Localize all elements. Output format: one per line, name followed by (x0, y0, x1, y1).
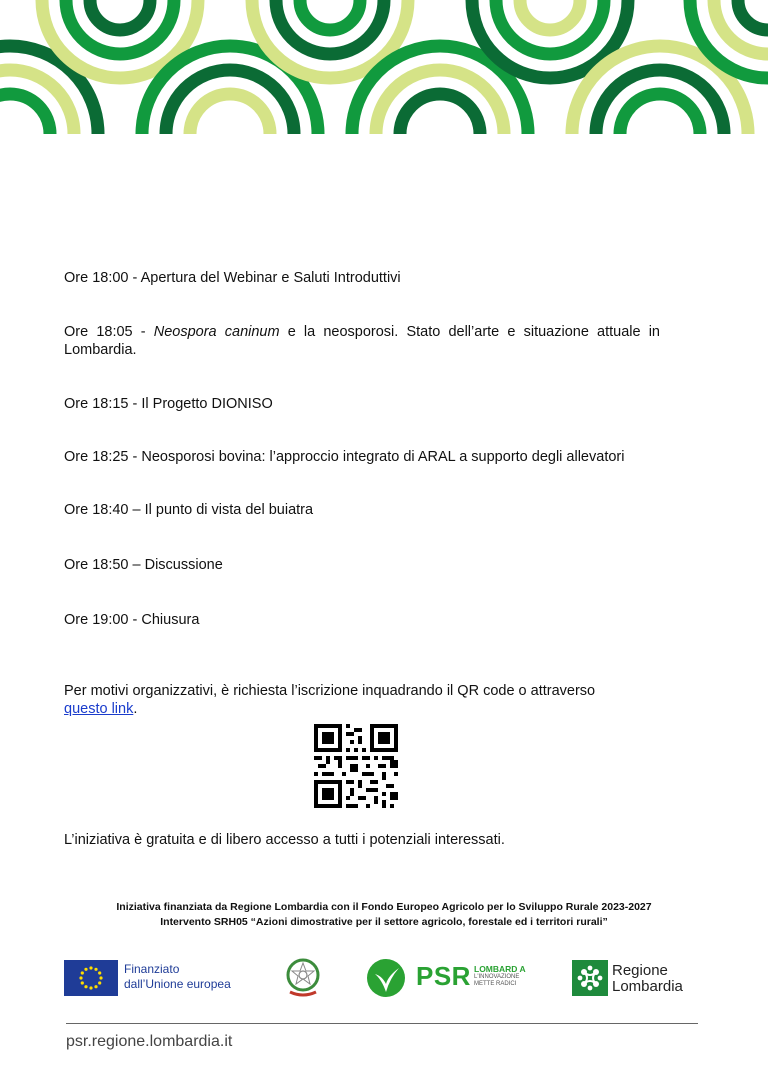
registration-text: Per motivi organizzativi, è richiesta l’iscrizione inquadrando il QR code o attraverso (64, 683, 596, 699)
footer-url: psr.regione.lombardia.it (66, 1033, 233, 1050)
psr-tagline: L'INNOVAZIONE METTE RADICI (474, 974, 520, 987)
funding-statement (0, 900, 768, 930)
agenda-time: Ore 18:40 – (64, 502, 145, 518)
agenda-text: Chiusura (141, 612, 200, 628)
funding-line-2: Intervento SRH05 “Azioni dimostrative per il settore agricolo, forestale ed i territori rurali” (160, 916, 608, 928)
agenda-time: Ore 18:00 - (64, 270, 141, 286)
agenda-time: Ore 18:05 - (64, 324, 154, 340)
psr-leaf-icon (366, 958, 406, 998)
agenda-item (64, 611, 660, 629)
registration-period: . (133, 701, 138, 717)
rl-label-line-1: Regione (612, 962, 668, 979)
agenda-text: Neosporosi bovina: l’approccio integrato di ARAL a supporto degli allevatori (141, 449, 625, 465)
regione-lombardia-icon (572, 960, 608, 996)
agenda-text: Il punto di vista del buiatra (144, 502, 314, 518)
eu-label-line-1: Finanziato (124, 962, 180, 976)
agenda-text: Discussione (144, 557, 223, 573)
agenda-time: Ore 18:15 - (64, 396, 142, 412)
psr-region-label: LOMBARD A (474, 964, 526, 974)
agenda-item (64, 395, 660, 413)
regione-lombardia-label (612, 963, 683, 995)
qr-code-image (314, 724, 398, 808)
agenda-species: Neospora caninum (153, 324, 280, 340)
partner-logos (0, 952, 768, 1004)
eu-label-line-2: dall’Unione europea (124, 977, 231, 991)
eu-funding-label (124, 962, 231, 992)
psr-label: PSR (416, 961, 471, 991)
agenda-text: Apertura del Webinar e Saluti Introduttivi (140, 270, 401, 286)
footer-divider (66, 1023, 698, 1024)
agenda-text: e la neosporosi. Stato dell’arte e situazione attuale in Lombardia. (64, 324, 660, 358)
agenda-item (64, 501, 660, 519)
emblem-graphic (284, 956, 322, 998)
agenda-text: Il Progetto DIONISO (141, 396, 273, 412)
arc-pattern (0, 0, 768, 134)
italian-republic-emblem-icon (284, 956, 322, 998)
psr-leaf-graphic (366, 958, 406, 998)
registration-note (64, 682, 660, 718)
agenda-item (64, 323, 660, 359)
eu-stars-icon (64, 960, 118, 996)
decorative-banner (0, 0, 768, 134)
funding-line-1: Iniziativa finanziata da Regione Lombardia con il Fondo Europeo Agricolo per lo Sviluppo Rurale 2023-2027 (116, 901, 652, 913)
agenda-item (64, 448, 684, 466)
agenda-time: Ore 18:25 - (64, 449, 142, 465)
qr-code[interactable] (314, 724, 398, 808)
free-access-note: L’iniziativa è gratuita e di libero accesso a tutti i potenziali interessati. (64, 832, 505, 848)
rl-label-line-2: Lombardia (612, 978, 683, 995)
eu-flag-icon (64, 960, 118, 996)
rose-camuna-graphic (572, 960, 608, 996)
agenda-time: Ore 19:00 - (64, 612, 142, 628)
registration-link[interactable]: questo link (64, 701, 134, 717)
agenda-item (64, 556, 660, 574)
agenda-item (64, 269, 660, 287)
agenda-time: Ore 18:50 – (64, 557, 145, 573)
